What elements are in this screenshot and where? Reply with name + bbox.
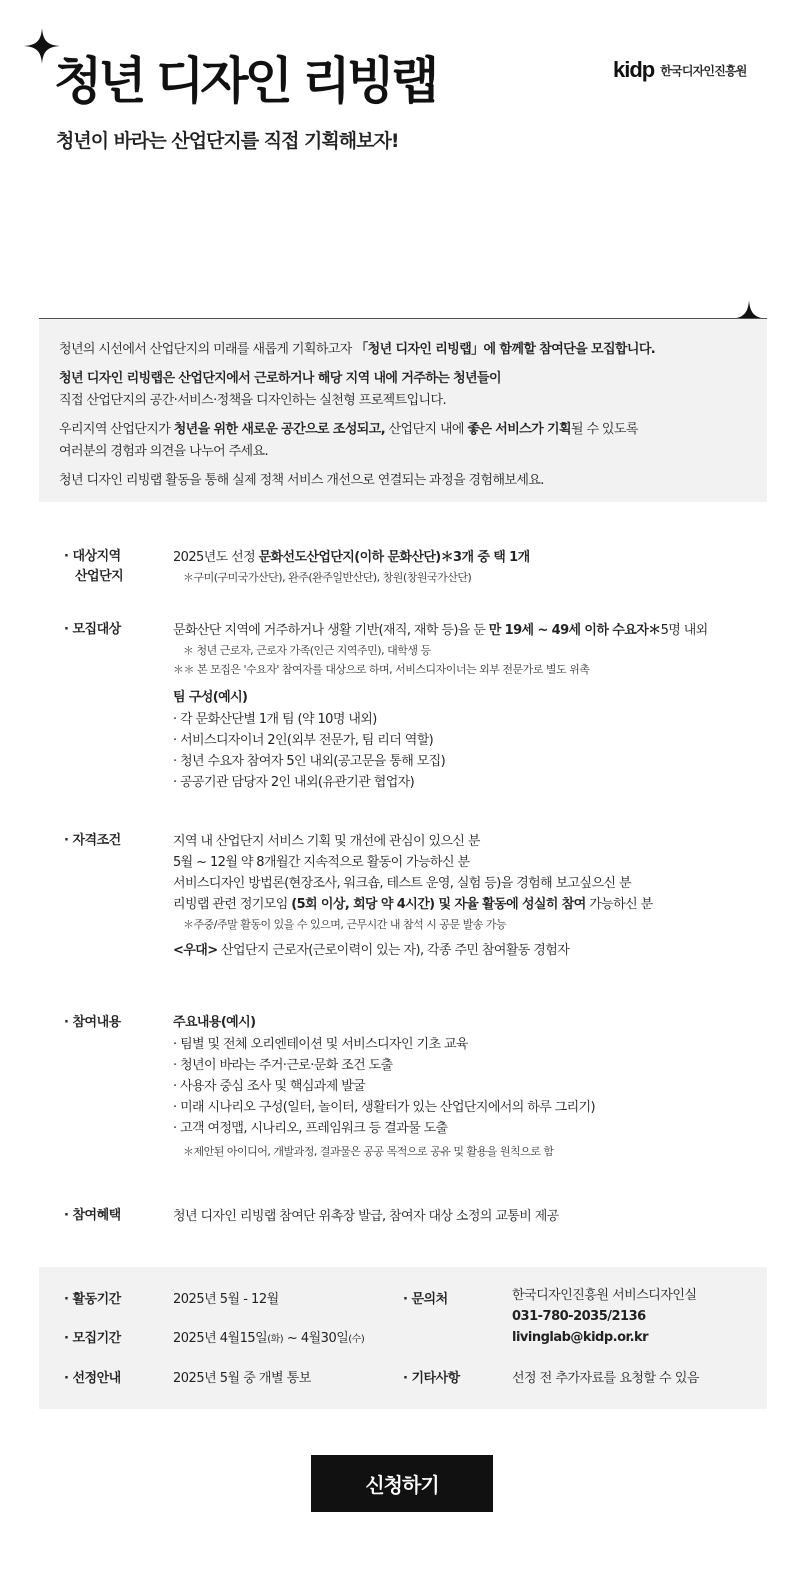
qualification-label: · 자격조건 (64, 833, 121, 848)
contact-label: · 문의처 (403, 1292, 448, 1307)
list-item: · 고객 여정맵, 시나리오, 프레임워크 등 결과물 도출 (173, 1121, 448, 1136)
participation-body (173, 1012, 783, 1161)
participation-note: ＊제안된 아이디어, 개발과정, 결과물은 공공 목적으로 공유 및 활용을 원칙으로 함 (183, 1145, 554, 1158)
participation-heading: 주요내용(예시) (173, 1015, 256, 1030)
qualification-body (173, 831, 783, 961)
logo-mark: kidp (613, 57, 655, 82)
list-item: · 공공기관 담당자 2인 내외(유관기관 협업자) (173, 775, 415, 790)
team-heading: 팀 구성(예시) (173, 690, 248, 705)
recruit-period-value: 2025년 4월15일(화) ~ 4월30일(수) (173, 1331, 365, 1346)
benefit-label: · 참여혜택 (64, 1208, 121, 1223)
intro-paragraph-4: 청년 디자인 리빙랩 활동을 통해 실제 정책 서비스 개선으로 연결되는 과정을 경험해보세요. (59, 473, 544, 488)
etc-label: · 기타사항 (403, 1371, 460, 1386)
recruit-period-label: · 모집기간 (64, 1331, 121, 1346)
contact-value (512, 1285, 697, 1348)
contact-email: livinglab@kidp.or.kr (512, 1330, 649, 1345)
list-item: 5월 ~ 12월 약 8개월간 지속적으로 활동이 가능하신 분 (173, 855, 470, 870)
contact-phone: 031-780-2035/2136 (512, 1309, 646, 1324)
list-item: · 각 문화산단별 1개 팀 (약 10명 내외) (173, 712, 377, 727)
preference-line: <우대> 산업단지 근로자(근로이력이 있는 자), 각종 주민 참여활동 경험자 (173, 943, 570, 958)
participation-label: · 참여내용 (64, 1015, 121, 1030)
list-item: · 사용자 중심 조사 및 핵심과제 발굴 (173, 1079, 366, 1094)
recruit-body (173, 620, 783, 793)
kidp-logo (613, 57, 747, 83)
info-box (39, 1267, 767, 1409)
target-area-line: 2025년도 선정 문화선도산업단지(이하 문화산단)＊3개 중 택 1개 (173, 550, 530, 565)
list-item: · 서비스디자이너 2인(외부 전문가, 팀 리더 역할) (173, 733, 434, 748)
benefit-text: 청년 디자인 리빙랩 참여단 위촉장 발급, 참여자 대상 소정의 교통비 제공 (173, 1209, 559, 1224)
benefit-body (173, 1206, 783, 1227)
etc-value: 선정 전 추가자료를 요청할 수 있음 (512, 1371, 699, 1386)
selection-label: · 선정안내 (64, 1371, 121, 1386)
target-area-body (173, 547, 783, 587)
apply-button[interactable]: 신청하기 (311, 1455, 493, 1512)
list-item: · 팀별 및 전체 오리엔테이션 및 서비스디자인 기초 교육 (173, 1037, 468, 1052)
list-item: · 청년 수요자 참여자 5인 내외(공고문을 통해 모집) (173, 754, 446, 769)
intro-paragraph-1: 청년의 시선에서 산업단지의 미래를 새롭게 기획하고자 「청년 디자인 리빙랩」에 함께할 참여단을 모집합니다. (59, 342, 656, 357)
list-item: · 미래 시나리오 구성(일터, 놀이터, 생활터가 있는 산업단지에서의 하루 그리기) (173, 1100, 596, 1115)
target-area-label: · 대상지역 산업단지 (64, 549, 124, 584)
recruit-label: · 모집대상 (64, 622, 121, 637)
period-label: · 활동기간 (64, 1292, 121, 1307)
list-item: 리빙랩 관련 정기모임 (5회 이상, 회당 약 4시간) 및 자율 활동에 성실히 참여 가능하신 분 (173, 897, 653, 912)
selection-value: 2025년 5월 중 개별 통보 (173, 1371, 311, 1386)
page-title: 청년 디자인 리빙랩 (54, 52, 436, 110)
list-item: 서비스디자인 방법론(현장조사, 워크숍, 테스트 운영, 실험 등)을 경험해 보고싶으신 분 (173, 876, 631, 891)
list-item: 지역 내 산업단지 서비스 기획 및 개선에 관심이 있으신 분 (173, 834, 480, 849)
target-area-note: ＊구미(구미국가산단), 완주(완주일반산단), 창원(창원국가산단) (183, 571, 472, 584)
period-value: 2025년 5월 - 12월 (173, 1292, 279, 1307)
logo-name: 한국디자인진흥원 (660, 63, 747, 78)
page-subtitle: 청년이 바라는 산업단지를 직접 기획해보자! (56, 130, 399, 152)
contact-org: 한국디자인진흥원 서비스디자인실 (512, 1288, 697, 1303)
recruit-note-1: ＊ 청년 근로자, 근로자 가족(인근 지역주민), 대학생 등 (183, 644, 431, 657)
recruit-line: 문화산단 지역에 거주하거나 생활 기반(재직, 재학 등)을 둔 만 19세 ~ 49세 이하 수요자＊5명 내외 (173, 623, 708, 638)
qualification-note: ＊주중/주말 활동이 있을 수 있으며, 근무시간 내 참석 시 공문 발송 가능 (183, 918, 507, 931)
intro-paragraph-2: 청년 디자인 리빙랩은 산업단지에서 근로하거나 해당 지역 내에 거주하는 청년들이 직접 산업단지의 공간·서비스·정책을 디자인하는 실천형 프로젝트입니다. (59, 371, 501, 408)
intro-paragraph-3: 우리지역 산업단지가 청년을 위한 새로운 공간으로 조성되고, 산업단지 내에 좋은 서비스가 기획될 수 있도록 여러분의 경험과 의견을 나누어 주세요. (59, 422, 638, 459)
intro-box (39, 318, 767, 502)
recruit-note-2: ＊＊ 본 모집은 '수요자' 참여자를 대상으로 하며, 서비스디자이너는 외부 전문가로 별도 위촉 (173, 663, 590, 676)
list-item: · 청년이 바라는 주거·근로·문화 조건 도출 (173, 1058, 393, 1073)
